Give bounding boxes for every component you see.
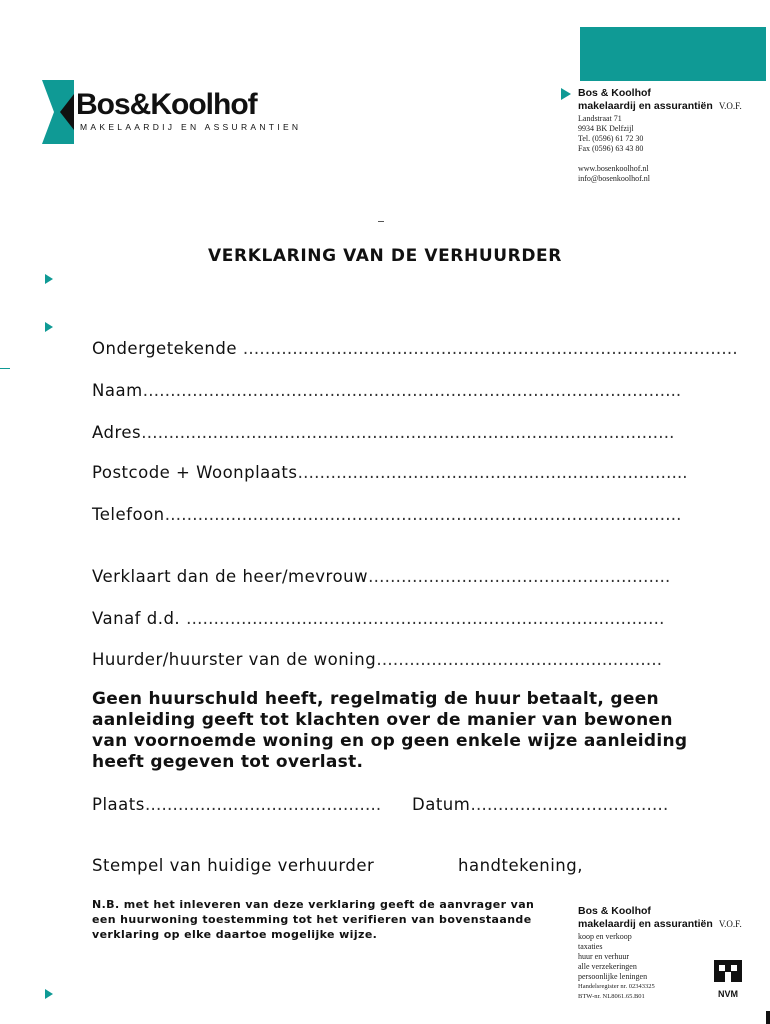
nvm-label: NVM: [718, 989, 738, 999]
page-edge-mark: [766, 1011, 770, 1024]
note-paragraph: N.B. met het inleveren van deze verklaring geeft de aanvrager van een huurwoning toestemming tot het verifieren van bovenstaande verklaring op elke daartoe mogelijke wijze.: [92, 898, 535, 941]
field-dots: ……………………………………………….: [368, 567, 671, 586]
field-verklaart: [92, 567, 670, 586]
field-dots: ………………………………………………………………………………….: [164, 505, 682, 524]
address-arrow-icon: [561, 88, 571, 100]
footer-service-item: huur en verhuur: [578, 952, 630, 961]
field-label: Vanaf d.d.: [92, 609, 181, 628]
field-label: Postcode + Woonplaats: [92, 463, 298, 482]
nvm-house-icon: [712, 958, 744, 984]
field-dots: …………………………………………….: [376, 650, 662, 669]
header-company-type: makelaardij en assurantiën: [578, 100, 713, 112]
field-label: Datum: [412, 795, 471, 814]
footer-company: [578, 905, 742, 931]
header-color-block: [580, 27, 766, 81]
footer-company-type: makelaardij en assurantiën: [578, 918, 713, 930]
field-naam: [92, 381, 681, 400]
bullet-arrow-icon: [45, 322, 53, 332]
field-huurder: [92, 650, 662, 669]
header-email: info@bosenkoolhof.nl: [578, 174, 651, 183]
footer-company-name: Bos & Koolhof: [578, 905, 651, 917]
header-company: [578, 87, 742, 113]
document-title: VERKLARING VAN DE VERHUURDER: [208, 246, 562, 266]
header-vog: V.O.F.: [718, 101, 742, 111]
margin-line: [0, 368, 10, 369]
field-vanaf: [92, 609, 664, 628]
header-address-lines: [578, 114, 650, 184]
header-tel: Tel. (0596) 61 72 30: [578, 134, 644, 143]
field-dots: ………………………………: [470, 795, 669, 814]
footer-service-item: koop en verkoop: [578, 932, 632, 941]
field-dots: …………………………………….: [144, 795, 382, 814]
field-label: Plaats: [92, 795, 145, 814]
footer-registration: Handelsregister nr. 02343325: [578, 983, 655, 990]
footer-service-item: taxaties: [578, 942, 603, 951]
header-street: Landstraat 71: [578, 114, 622, 123]
field-label: Huurder/huurster van de woning: [92, 650, 377, 669]
field-telefoon: [92, 505, 681, 524]
header-company-name: Bos & Koolhof: [578, 87, 651, 99]
field-label: Ondergetekende: [92, 339, 238, 358]
header-fax: Fax (0596) 63 43 80: [578, 144, 644, 153]
bullet-arrow-icon: [45, 274, 53, 284]
field-dots: ……………………………………………………………………………………..: [142, 381, 682, 400]
field-dots: ………………………………………………………………………………: [242, 339, 738, 358]
statement-paragraph: Geen huurschuld heeft, regelmatig de huur betaalt, geen aanleiding geeft tot klachten over de manier van bewonen van voornoemde woning en op geen enkele wijze aanleiding heeft gegeven tot overlast.: [92, 689, 688, 772]
field-datum: [412, 795, 668, 814]
logo-subtitle: MAKELAARDIJ EN ASSURANTIEN: [80, 122, 302, 132]
logo-name: Bos&Koolhof: [76, 88, 257, 121]
field-ondergetekende: [92, 339, 738, 358]
field-postcode: [92, 463, 687, 482]
signature-label: handtekening,: [458, 856, 583, 875]
small-dash: [378, 221, 384, 222]
footer-vog: V.O.F.: [718, 919, 742, 929]
field-dots: ……………………………………………………………..: [297, 463, 688, 482]
field-adres: [92, 423, 674, 442]
bullet-arrow-icon: [45, 989, 53, 999]
field-label: Verklaart dan de heer/mevrouw: [92, 567, 369, 586]
field-dots: ……………………………………………………………………………: [185, 609, 665, 628]
footer-service-item: alle verzekeringen: [578, 962, 637, 971]
footer-services: [578, 932, 655, 1002]
field-plaats: [92, 795, 381, 814]
stamp-label: Stempel van huidige verhuurder: [92, 856, 375, 875]
header-postal: 9934 BK Delfzijl: [578, 124, 634, 133]
field-label: Naam: [92, 381, 143, 400]
header-web: www.bosenkoolhof.nl: [578, 164, 649, 173]
field-label: Telefoon: [92, 505, 165, 524]
footer-service-item: persoonlijke leningen: [578, 972, 648, 981]
field-label: Adres: [92, 423, 142, 442]
footer-vat: BTW-nr. NL8061.65.B01: [578, 993, 645, 1000]
field-dots: …………………………………………………………………………………….: [141, 423, 675, 442]
nvm-logo: [712, 958, 744, 999]
